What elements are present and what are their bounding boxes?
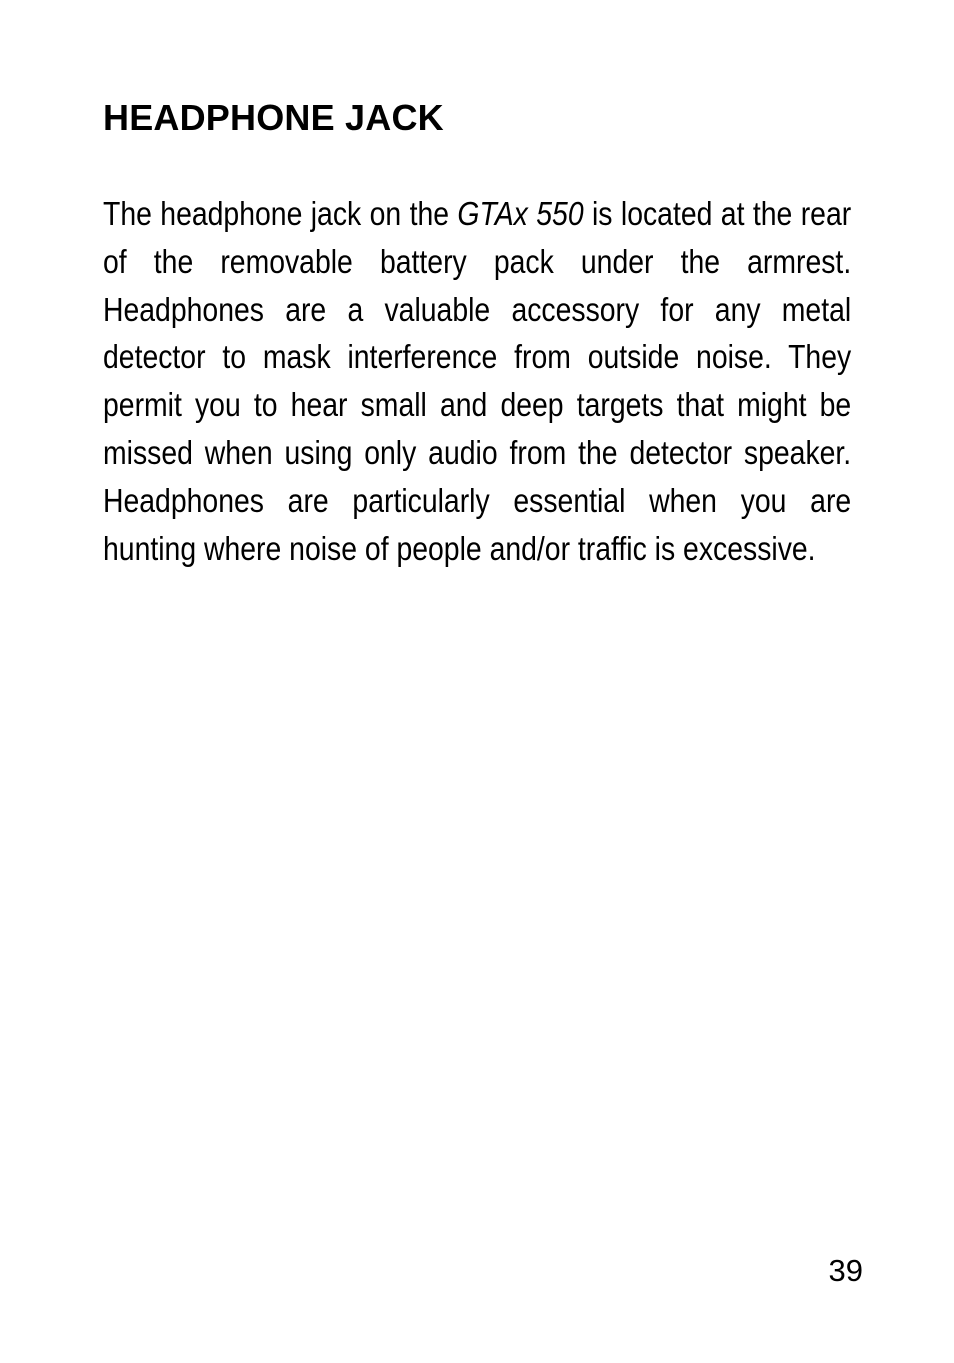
body-text-part-2: is located at the rear of the removable battery pack under the armrest. Headphones are a valuable accessory for any metal detector to mask interference from outside noise. They permit you to hear small and deep targets that might be missed when using only audio from the detector speaker. Headphones are particularly essential when you are hunting where noise of people and/or traffic is excessive. <box>103 195 852 567</box>
page-number: 39 <box>828 1253 863 1288</box>
body-paragraph <box>103 190 851 572</box>
product-name: GTAx 550 <box>457 195 584 232</box>
section-heading: HEADPHONE JACK <box>103 97 444 138</box>
body-text-part-1: The headphone jack on the <box>103 195 458 232</box>
